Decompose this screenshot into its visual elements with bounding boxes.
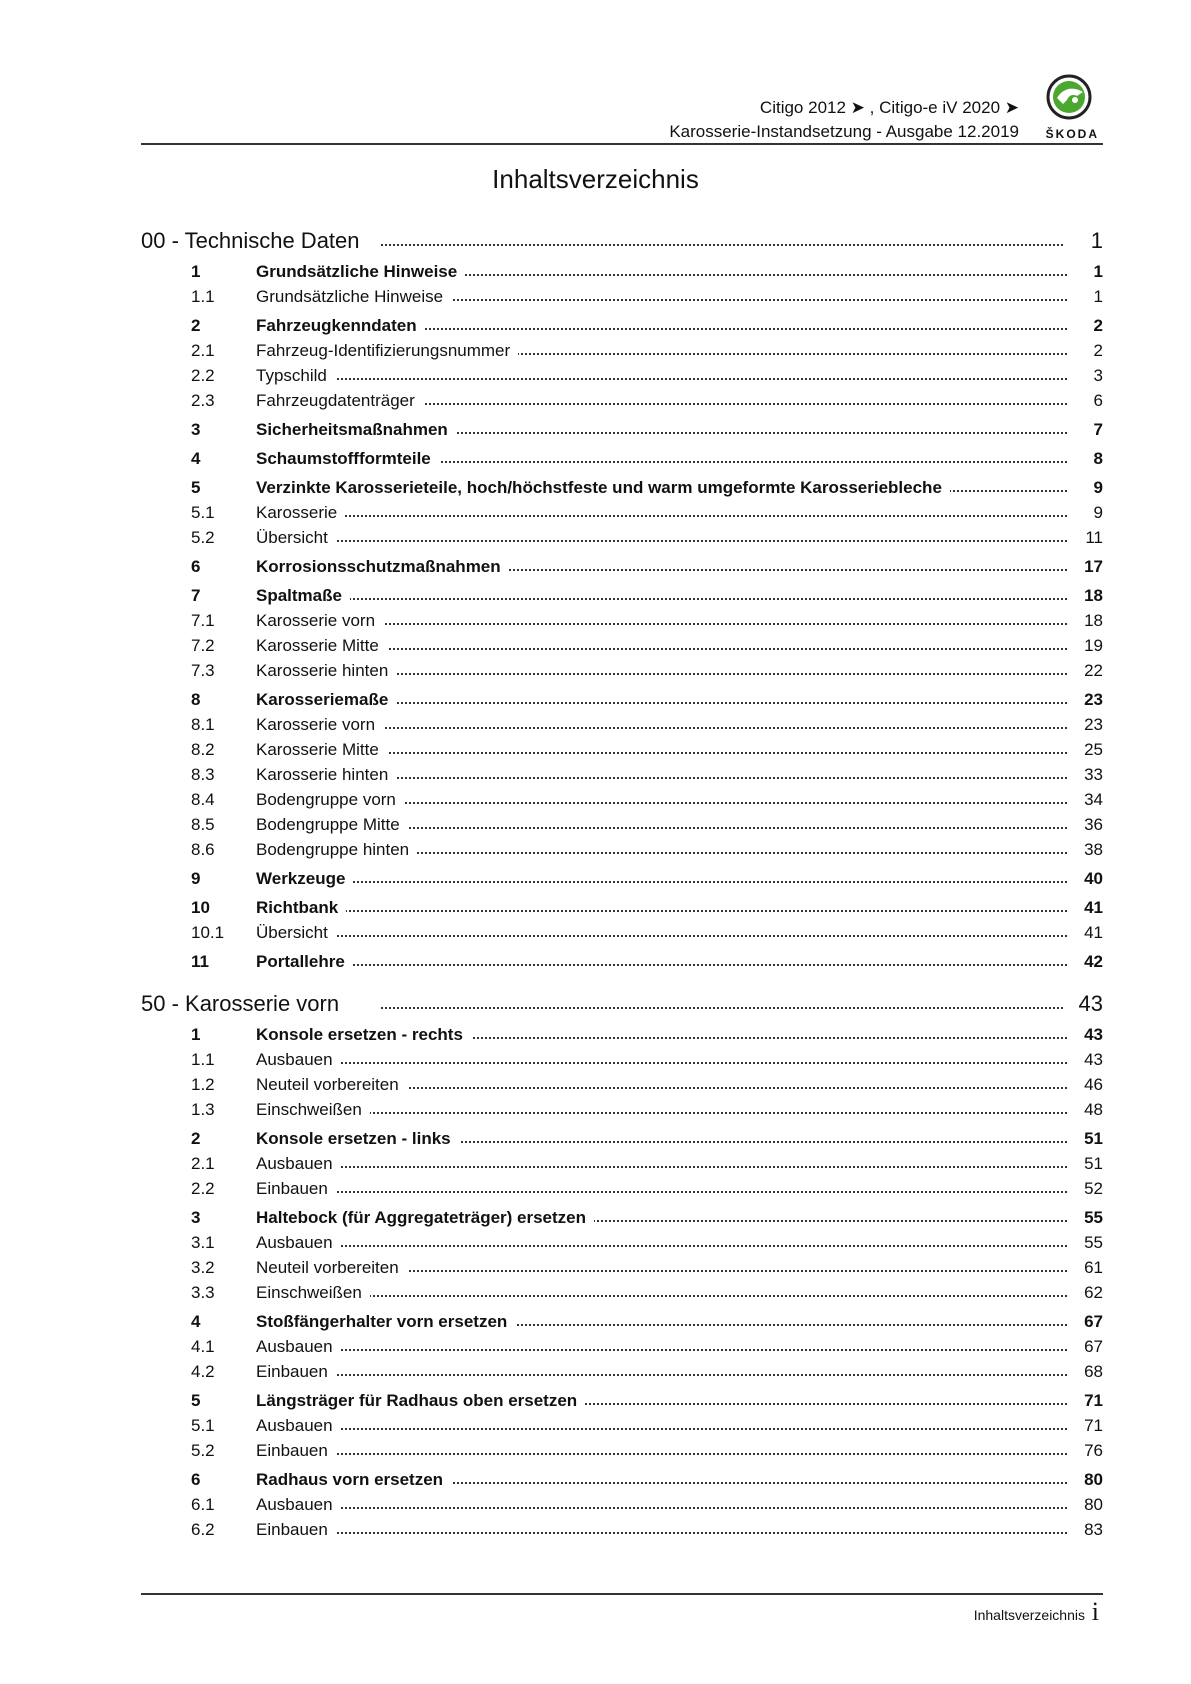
- toc-entry[interactable]: [141, 867, 1103, 892]
- entry-number: 6: [191, 1470, 201, 1489]
- leader-dots: [256, 1245, 1067, 1247]
- table-of-contents: [141, 228, 1103, 1543]
- entry-page: 9: [1086, 478, 1103, 498]
- entry-number: 6.2: [191, 1520, 215, 1539]
- entry-title: Haltebock (für Aggregateträger) ersetzen: [256, 1208, 594, 1228]
- entry-title: Konsole ersetzen - links: [256, 1129, 459, 1149]
- entry-number: 5.2: [191, 528, 215, 547]
- entry-page: 43: [1076, 1050, 1103, 1070]
- entry-title: Karosserie hinten: [256, 765, 396, 785]
- entry-number: 1: [191, 262, 201, 281]
- toc-entry[interactable]: [141, 1206, 1103, 1231]
- entry-number: 3.1: [191, 1233, 215, 1252]
- entry-title: Konsole ersetzen - rechts: [256, 1025, 471, 1045]
- toc-entry[interactable]: [141, 788, 1103, 813]
- toc-entry[interactable]: [141, 738, 1103, 763]
- entry-page: 2: [1086, 316, 1103, 336]
- toc-entry[interactable]: [141, 1439, 1103, 1464]
- entry-title: Grundsätzliche Hinweise: [256, 287, 451, 307]
- page-title: Inhaltsverzeichnis: [492, 164, 699, 194]
- toc-entry[interactable]: [141, 1023, 1103, 1048]
- entry-page: 80: [1076, 1470, 1103, 1490]
- entry-page: 1: [1086, 262, 1103, 282]
- entry-title: Neuteil vorbereiten: [256, 1258, 407, 1278]
- entry-title: Bodengruppe Mitte: [256, 815, 408, 835]
- toc-entry[interactable]: [141, 339, 1103, 364]
- entry-page: 18: [1076, 586, 1103, 606]
- entry-title: Übersicht: [256, 528, 336, 548]
- entry-title: Längsträger für Radhaus oben ersetzen: [256, 1391, 585, 1411]
- toc-entry[interactable]: [141, 1127, 1103, 1152]
- entry-title: Ausbauen: [256, 1233, 341, 1253]
- entry-page: 36: [1076, 815, 1103, 835]
- toc-entry[interactable]: [141, 713, 1103, 738]
- entry-page: 67: [1076, 1312, 1103, 1332]
- entry-title: Grundsätzliche Hinweise: [256, 262, 465, 282]
- footer-page-number: i: [1091, 1597, 1099, 1626]
- entry-number: 3.2: [191, 1258, 215, 1277]
- entry-number: 2.1: [191, 341, 215, 360]
- entry-page: 23: [1076, 715, 1103, 735]
- entry-page: 76: [1076, 1441, 1103, 1461]
- entry-page: 61: [1076, 1258, 1103, 1278]
- entry-page: 7: [1086, 420, 1103, 440]
- toc-entry[interactable]: [141, 526, 1103, 551]
- entry-title: Korrosionsschutzmaßnahmen: [256, 557, 509, 577]
- leader-dots: [256, 1453, 1067, 1455]
- header-divider: [141, 143, 1103, 145]
- entry-number: 1.1: [191, 287, 215, 306]
- toc-entry[interactable]: [141, 896, 1103, 921]
- entry-number: 10: [191, 898, 210, 917]
- entry-number: 4: [191, 1312, 201, 1331]
- entry-title: Einbauen: [256, 1520, 336, 1540]
- entry-page: 55: [1076, 1208, 1103, 1228]
- entry-number: 8: [191, 690, 201, 709]
- entry-number: 2.3: [191, 391, 215, 410]
- entry-title: Übersicht: [256, 923, 336, 943]
- entry-page: 22: [1076, 661, 1103, 681]
- entry-title: Ausbauen: [256, 1495, 341, 1515]
- leader-dots: [256, 1507, 1067, 1509]
- toc-entry[interactable]: [141, 1256, 1103, 1281]
- entry-title: Einschweißen: [256, 1283, 370, 1303]
- entry-page: 17: [1076, 557, 1103, 577]
- entry-title: Karosserie: [256, 503, 345, 523]
- entry-page: 34: [1076, 790, 1103, 810]
- toc-entry[interactable]: [141, 260, 1103, 285]
- entry-number: 5.2: [191, 1441, 215, 1460]
- entry-number: 8.4: [191, 790, 215, 809]
- leader-dots: [256, 935, 1067, 937]
- leader-dots: [256, 1349, 1067, 1351]
- leader-dots: [256, 540, 1067, 542]
- entry-title: Portallehre: [256, 952, 353, 972]
- entry-page: 55: [1076, 1233, 1103, 1253]
- toc-entry[interactable]: [141, 1098, 1103, 1123]
- toc-entry[interactable]: [141, 1468, 1103, 1493]
- chapter-gap: [141, 975, 1103, 985]
- leader-dots: [256, 515, 1067, 517]
- leader-dots: [256, 1112, 1067, 1114]
- entry-number: 1.3: [191, 1100, 215, 1119]
- entry-number: 9: [191, 869, 201, 888]
- toc-entry[interactable]: [141, 1493, 1103, 1518]
- entry-title: Karosserie vorn: [256, 611, 383, 631]
- chapter-title: 00 - Technische Daten: [141, 228, 368, 254]
- entry-number: 7.2: [191, 636, 215, 655]
- entry-page: 80: [1076, 1495, 1103, 1515]
- entry-title: Werkzeuge: [256, 869, 353, 889]
- entry-number: 5.1: [191, 1416, 215, 1435]
- entry-page: 48: [1076, 1100, 1103, 1120]
- entry-title: Verzinkte Karosserieteile, hoch/höchstfeste und warm umgeformte Karosseriebleche: [256, 478, 950, 498]
- entry-number: 4.2: [191, 1362, 215, 1381]
- toc-entry[interactable]: [141, 389, 1103, 414]
- leader-dots: [256, 910, 1067, 912]
- entry-page: 68: [1076, 1362, 1103, 1382]
- entry-page: 42: [1076, 952, 1103, 972]
- toc-entry[interactable]: [141, 447, 1103, 472]
- toc-entry[interactable]: [141, 314, 1103, 339]
- entry-page: 71: [1076, 1416, 1103, 1436]
- leader-dots: [256, 964, 1067, 966]
- toc-chapter[interactable]: [141, 991, 1103, 1019]
- toc-entry[interactable]: [141, 584, 1103, 609]
- entry-title: Ausbauen: [256, 1416, 341, 1436]
- entry-number: 4: [191, 449, 201, 468]
- entry-page: 51: [1076, 1129, 1103, 1149]
- entry-number: 1.1: [191, 1050, 215, 1069]
- entry-title: Einbauen: [256, 1362, 336, 1382]
- toc-entry[interactable]: [141, 838, 1103, 863]
- toc-entry[interactable]: [141, 1073, 1103, 1098]
- toc-entry[interactable]: [141, 921, 1103, 946]
- entry-number: 8.3: [191, 765, 215, 784]
- chapter-page: 43: [1071, 991, 1103, 1017]
- entry-page: 38: [1076, 840, 1103, 860]
- entry-page: 52: [1076, 1179, 1103, 1199]
- entry-title: Einschweißen: [256, 1100, 370, 1120]
- header-model-line: Citigo 2012 ➤ , Citigo-e iV 2020 ➤: [759, 98, 1019, 117]
- entry-number: 1: [191, 1025, 201, 1044]
- entry-number: 3: [191, 420, 201, 439]
- entry-number: 5.1: [191, 503, 215, 522]
- entry-page: 51: [1076, 1154, 1103, 1174]
- entry-page: 33: [1076, 765, 1103, 785]
- leader-dots: [381, 244, 1063, 246]
- entry-number: 10.1: [191, 923, 225, 942]
- entry-page: 67: [1076, 1337, 1103, 1357]
- leader-dots: [256, 378, 1067, 380]
- entry-title: Richtbank: [256, 898, 346, 918]
- leader-dots: [256, 1295, 1067, 1297]
- entry-title: Karosserie hinten: [256, 661, 396, 681]
- entry-title: Karosserie vorn: [256, 715, 383, 735]
- entry-title: Fahrzeug-Identifizierungsnummer: [256, 341, 518, 361]
- entry-page: 3: [1086, 366, 1103, 386]
- entry-title: Karosserie Mitte: [256, 740, 387, 760]
- entry-page: 18: [1076, 611, 1103, 631]
- entry-title: Fahrzeugdatenträger: [256, 391, 423, 411]
- entry-number: 8.1: [191, 715, 215, 734]
- entry-title: Schaumstoffformteile: [256, 449, 439, 469]
- toc-entry[interactable]: [141, 1177, 1103, 1202]
- toc-entry[interactable]: [141, 634, 1103, 659]
- entry-number: 5: [191, 1391, 201, 1410]
- toc-entry[interactable]: [141, 1389, 1103, 1414]
- entry-page: 8: [1086, 449, 1103, 469]
- entry-title: Sicherheitsmaßnahmen: [256, 420, 456, 440]
- entry-title: Fahrzeugkenndaten: [256, 316, 425, 336]
- entry-title: Ausbauen: [256, 1154, 341, 1174]
- entry-title: Typschild: [256, 366, 335, 386]
- entry-title: Einbauen: [256, 1179, 336, 1199]
- chapter-page: 1: [1083, 228, 1103, 254]
- footer-label: Inhaltsverzeichnis: [973, 1607, 1085, 1623]
- leader-dots: [256, 1166, 1067, 1168]
- leader-dots: [256, 1062, 1067, 1064]
- entry-page: 43: [1076, 1025, 1103, 1045]
- entry-page: 83: [1076, 1520, 1103, 1540]
- entry-title: Karosserie Mitte: [256, 636, 387, 656]
- entry-number: 3.3: [191, 1283, 215, 1302]
- leader-dots: [256, 1374, 1067, 1376]
- entry-title: Neuteil vorbereiten: [256, 1075, 407, 1095]
- leader-dots: [256, 598, 1067, 600]
- entry-page: 41: [1076, 898, 1103, 918]
- toc-entry[interactable]: [141, 1152, 1103, 1177]
- entry-page: 2: [1086, 341, 1103, 361]
- entry-number: 7: [191, 586, 201, 605]
- footer-divider: [141, 1593, 1103, 1595]
- entry-number: 8.2: [191, 740, 215, 759]
- entry-title: Bodengruppe vorn: [256, 790, 404, 810]
- page-header: [141, 92, 1103, 144]
- entry-page: 11: [1077, 528, 1103, 548]
- entry-number: 7.1: [191, 611, 215, 630]
- toc-chapter[interactable]: [141, 228, 1103, 256]
- toc-entry[interactable]: [141, 688, 1103, 713]
- entry-page: 41: [1076, 923, 1103, 943]
- toc-entry[interactable]: [141, 1335, 1103, 1360]
- entry-title: Ausbauen: [256, 1050, 341, 1070]
- toc-entry[interactable]: [141, 555, 1103, 580]
- leader-dots: [256, 881, 1067, 883]
- entry-number: 2: [191, 316, 201, 335]
- toc-entry[interactable]: [141, 1414, 1103, 1439]
- entry-page: 71: [1076, 1391, 1103, 1411]
- entry-page: 40: [1076, 869, 1103, 889]
- entry-number: 1.2: [191, 1075, 215, 1094]
- toc-entry[interactable]: [141, 501, 1103, 526]
- toc-entry[interactable]: [141, 285, 1103, 310]
- header-edition-line: Karosserie-Instandsetzung - Ausgabe 12.2019: [669, 122, 1019, 141]
- toc-entry[interactable]: [141, 763, 1103, 788]
- logo-wordmark: ŠKODA: [1045, 127, 1099, 141]
- entry-number: 6.1: [191, 1495, 215, 1514]
- entry-title: Ausbauen: [256, 1337, 341, 1357]
- entry-number: 4.1: [191, 1337, 215, 1356]
- entry-number: 2.2: [191, 366, 215, 385]
- leader-dots: [381, 1007, 1063, 1009]
- toc-entry[interactable]: [141, 1281, 1103, 1306]
- toc-entry[interactable]: [141, 418, 1103, 443]
- entry-page: 19: [1076, 636, 1103, 656]
- toc-entry[interactable]: [141, 476, 1103, 501]
- entry-number: 2: [191, 1129, 201, 1148]
- entry-page: 46: [1076, 1075, 1103, 1095]
- toc-entry[interactable]: [141, 1518, 1103, 1543]
- entry-page: 25: [1076, 740, 1103, 760]
- toc-entry[interactable]: [141, 659, 1103, 684]
- toc-entry[interactable]: [141, 1048, 1103, 1073]
- toc-entry[interactable]: [141, 950, 1103, 975]
- entry-number: 8.5: [191, 815, 215, 834]
- entry-page: 62: [1076, 1283, 1103, 1303]
- entry-title: Stoßfängerhalter vorn ersetzen: [256, 1312, 515, 1332]
- entry-number: 2.2: [191, 1179, 215, 1198]
- toc-entry[interactable]: [141, 1360, 1103, 1385]
- entry-number: 8.6: [191, 840, 215, 859]
- entry-page: 23: [1076, 690, 1103, 710]
- toc-entry[interactable]: [141, 1231, 1103, 1256]
- chapter-title: 50 - Karosserie vorn: [141, 991, 347, 1017]
- entry-number: 7.3: [191, 661, 215, 680]
- entry-page: 6: [1086, 391, 1103, 411]
- entry-title: Bodengruppe hinten: [256, 840, 417, 860]
- toc-entry[interactable]: [141, 1310, 1103, 1335]
- leader-dots: [256, 1191, 1067, 1193]
- toc-entry[interactable]: [141, 813, 1103, 838]
- entry-title: Radhaus vorn ersetzen: [256, 1470, 451, 1490]
- leader-dots: [256, 1532, 1067, 1534]
- entry-number: 6: [191, 557, 201, 576]
- entry-title: Karosseriemaße: [256, 690, 396, 710]
- entry-page: 1: [1086, 287, 1103, 307]
- entry-title: Einbauen: [256, 1441, 336, 1461]
- entry-number: 3: [191, 1208, 201, 1227]
- entry-title: Spaltmaße: [256, 586, 350, 606]
- entry-number: 5: [191, 478, 201, 497]
- entry-page: 9: [1086, 503, 1103, 523]
- leader-dots: [256, 1428, 1067, 1430]
- toc-entry[interactable]: [141, 364, 1103, 389]
- entry-number: 2.1: [191, 1154, 215, 1173]
- toc-entry[interactable]: [141, 609, 1103, 634]
- entry-number: 11: [191, 952, 209, 971]
